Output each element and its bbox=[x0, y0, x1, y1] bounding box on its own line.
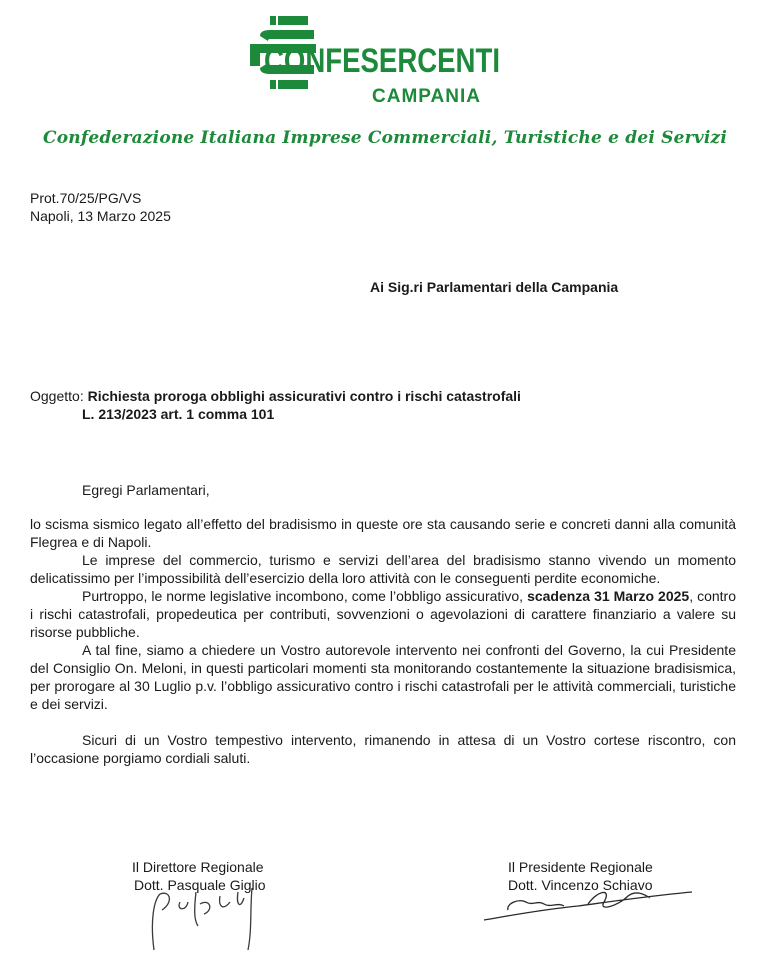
recipient: Ai Sig.ri Parlamentari della Campania bbox=[370, 279, 619, 295]
protocol-block bbox=[30, 189, 171, 225]
left-signer-name: Dott. Pasquale Giglio bbox=[134, 877, 266, 893]
paragraph-3 bbox=[30, 587, 736, 641]
paragraph-2: Le imprese del commercio, turismo e servizi dell’area del bradisismo stanno vivendo un momento delicatissimo per l’impossibilità dell’esercizio della loro attività con le conseguenti perdite economiche. bbox=[30, 552, 736, 586]
confesercenti-logo bbox=[248, 14, 508, 108]
salutation: Egregi Parlamentari, bbox=[82, 482, 210, 498]
place-date: Napoli, 13 Marzo 2025 bbox=[30, 208, 171, 224]
paragraph-3-start: Purtroppo, le norme legislative incombono, come l’obbligo assicurativo, bbox=[82, 588, 528, 604]
paragraph-1: lo scisma sismico legato all’effetto del bradisismo in queste ore sta causando serie e concreti danni alla comunità Flegrea e di Napoli. bbox=[30, 516, 736, 550]
tagline: Confederazione Italiana Imprese Commerciali, Turistiche e dei Servizi bbox=[42, 128, 728, 148]
protocol-number: Prot.70/25/PG/VS bbox=[30, 190, 142, 206]
right-handwritten-signature bbox=[478, 880, 708, 930]
subject-block bbox=[30, 387, 521, 423]
subject-line-1: Richiesta proroga obblighi assicurativi contro i rischi catastrofali bbox=[87, 388, 521, 404]
right-signer-name: Dott. Vincenzo Schiavo bbox=[508, 877, 653, 893]
logo-wordmark: CONFESERCENTI bbox=[264, 42, 500, 80]
right-signer-title: Il Presidente Regionale bbox=[508, 859, 653, 875]
subject-label: Oggetto: bbox=[30, 388, 84, 404]
left-handwritten-signature bbox=[140, 880, 280, 960]
left-signer-title: Il Direttore Regionale bbox=[132, 859, 264, 875]
logo-region: CAMPANIA bbox=[372, 86, 481, 107]
paragraph-5: Sicuri di un Vostro tempestivo intervento, rimanendo in attesa di un Vostro cortese riscontro, con l’occasione porgiamo cordiali saluti. bbox=[30, 732, 736, 766]
paragraph-3-end: , contro i rischi catastrofali, propedeutica per contributi, sovvenzioni o agevolazioni di carattere finanziario a valere su risorse pubbliche. bbox=[30, 588, 736, 640]
subject-line-2: L. 213/2023 art. 1 comma 101 bbox=[82, 406, 275, 422]
paragraph-4: A tal fine, siamo a chiedere un Vostro autorevole intervento nei confronti del Governo, la cui Presidente del Consiglio On. Meloni, in questi particolari momenti sta monitorando costantemente la situazione bradisismica, per prorogare al 30 Luglio p.v. l’obbligo assicurativo contro i rischi catastrofali per le attività commerciali, turistiche e dei servizi. bbox=[30, 642, 736, 712]
letter-body bbox=[30, 515, 736, 767]
deadline-bold: scadenza 31 Marzo 2025 bbox=[527, 588, 690, 604]
